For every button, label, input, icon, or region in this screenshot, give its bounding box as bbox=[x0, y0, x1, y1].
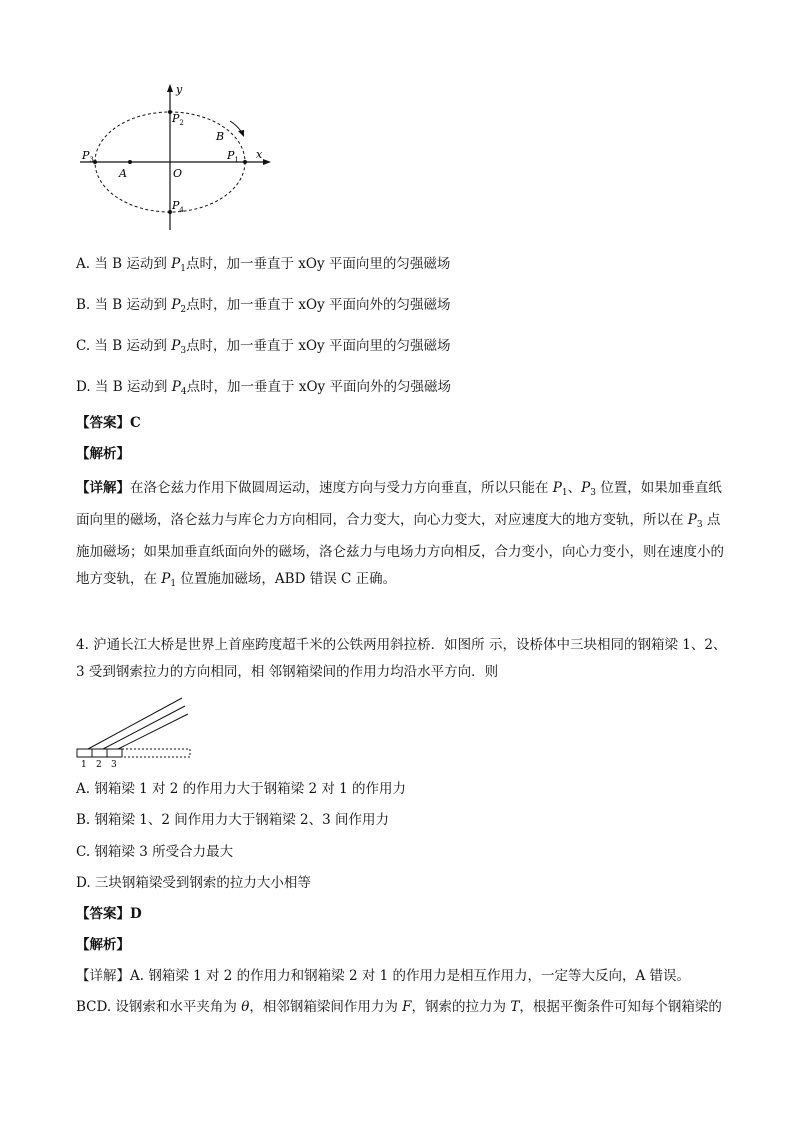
label-p1: $P_1$ bbox=[227, 149, 239, 164]
q3-answer: 【答案】C bbox=[76, 415, 141, 431]
q4-option-b: B. 钢箱梁 1、2 间作用力大于钢箱梁 2、3 间作用力 bbox=[76, 812, 390, 828]
beam-label-3: 3 bbox=[111, 760, 117, 768]
q4-detail-bcd: BCD. 设钢索和水平夹角为 θ，相邻钢箱梁间作用力为 F，钢索的拉力为 T，根据平衡条件可知每个钢箱梁的 bbox=[76, 999, 722, 1015]
beam-label-1: 1 bbox=[81, 760, 87, 768]
q4-option-c: C. 钢箱梁 3 所受合力最大 bbox=[76, 844, 234, 860]
q4-detail-a: 【详解】A. 钢箱梁 1 对 2 的作用力和钢箱梁 2 对 1 的作用力是相互作用力，一定等大反向，A 错误。 bbox=[76, 968, 691, 984]
beam-label-2: 2 bbox=[96, 760, 102, 768]
label-p2: $P_2$ bbox=[172, 112, 184, 127]
q4-analysis-label: 【解析】 bbox=[76, 937, 130, 953]
orbit-figure bbox=[76, 80, 276, 235]
q3-option-c: C. 当 B 运动到 $P_3$点时，加一垂直于 xOy 平面向里的匀强磁场 bbox=[76, 338, 451, 356]
label-p4: $P_4$ bbox=[172, 199, 184, 214]
q4-option-d: D. 三块钢箱梁受到钢索的拉力大小相等 bbox=[76, 875, 311, 891]
q3-analysis-label: 【解析】 bbox=[76, 446, 130, 462]
label-b: B bbox=[216, 130, 225, 143]
q3-detail: 【详解】在洛仑兹力作用下做圆周运动，速度方向与受力方向垂直，所以只能在 $P_1$、$P_3$ 位置，如果加垂直纸面向里的磁场，洛仑兹力与库仑力方向相同，合力变大，向心力变大，对应速度大的地方变轨，所以在 $P_3$ 点施加磁场；如果加垂直纸面向外的磁场，洛仑兹力与电场力方向相反，合力变小，向心力变小，则在速度小的地方变轨，在 $P_1$ 位置施加磁场，ABD 错误 C 正确。 bbox=[76, 480, 724, 589]
q4-option-a: A. 钢箱梁 1 对 2 的作用力大于钢箱梁 2 对 1 的作用力 bbox=[76, 781, 407, 797]
q3-option-a: A. 当 B 运动到 $P_1$点时，加一垂直于 xOy 平面向里的匀强磁场 bbox=[76, 256, 451, 274]
q3-option-d: D. 当 B 运动到 $P_4$点时，加一垂直于 xOy 平面向外的匀强磁场 bbox=[76, 379, 451, 397]
q4-answer: 【答案】D bbox=[76, 906, 142, 922]
bridge-figure bbox=[76, 694, 194, 768]
label-o: O bbox=[173, 167, 183, 180]
label-p3: $P_3$ bbox=[82, 149, 94, 164]
q3-option-b: B. 当 B 运动到 $P_2$点时，加一垂直于 xOy 平面向外的匀强磁场 bbox=[76, 297, 451, 315]
label-a: A bbox=[119, 167, 127, 180]
label-y: y bbox=[176, 83, 183, 96]
q4-stem: 4. 沪通长江大桥是世界上首座跨度超千米的公铁两用斜拉桥．如图所 示，设桥体中三块相同的钢箱梁 1、2、3 受到钢索拉力的方向相同，相 邻钢箱梁间的作用力均沿水平方向．则 bbox=[76, 637, 727, 680]
label-x: x bbox=[256, 148, 263, 161]
